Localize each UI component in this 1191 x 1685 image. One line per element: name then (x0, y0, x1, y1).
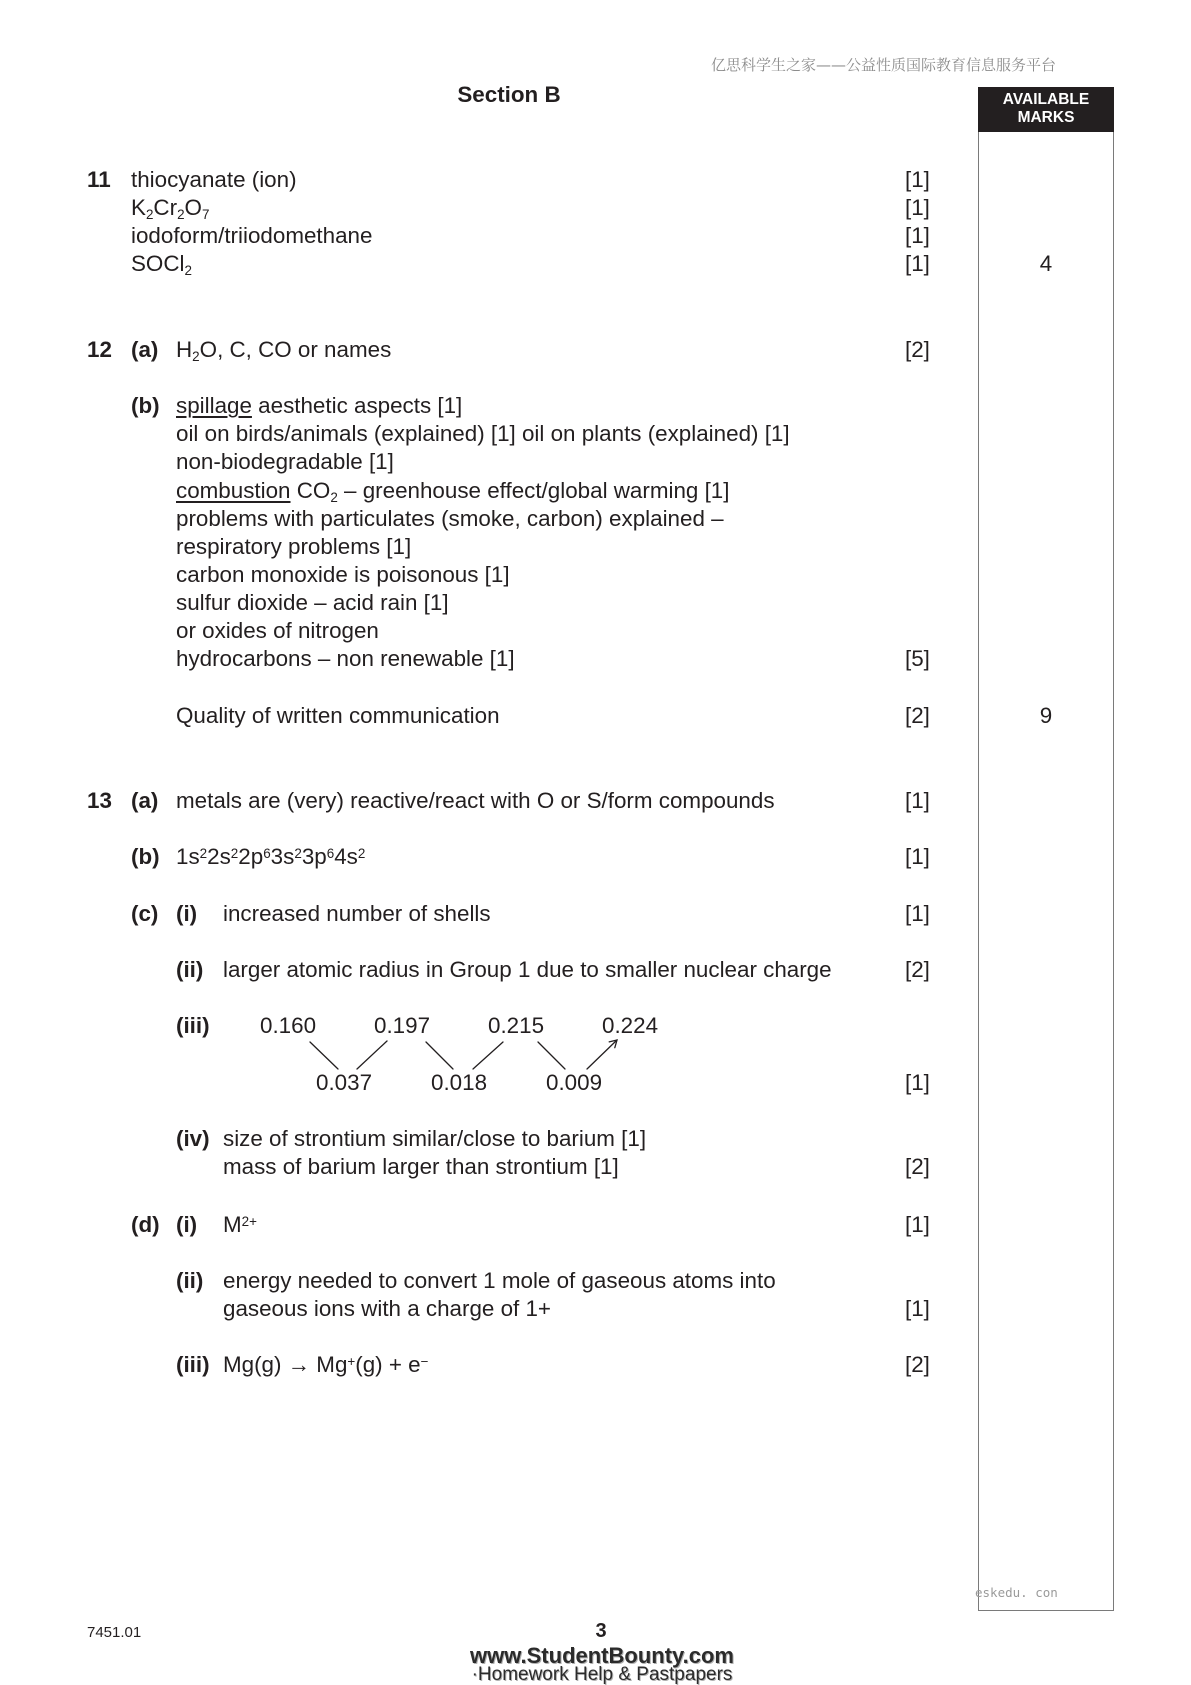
part-label: (b) (131, 393, 160, 418)
orbital: 3s (270, 844, 295, 869)
q11-answer-row (0, 166, 1191, 194)
orbital-electrons: 2 (230, 846, 239, 862)
q12b-row (0, 617, 1191, 645)
answer-text-rest: – greenhouse effect/global warming [1] (337, 478, 730, 503)
orbital: 2p (238, 844, 264, 869)
mark: [1] (905, 1070, 930, 1095)
q12b-row (0, 533, 1191, 561)
orbital: 4s (334, 844, 358, 869)
electron-configuration (176, 843, 365, 871)
section-title: Section B (457, 82, 561, 107)
mark: [2] (905, 1154, 930, 1179)
connector-line (357, 1041, 387, 1069)
q13c-iii-differences-row (0, 1069, 1191, 1097)
available-marks-header-line2: MARKS (1017, 109, 1075, 126)
mark: [2] (905, 1352, 930, 1377)
orbital: 2s (207, 844, 231, 869)
formula-subscript: 2 (145, 207, 154, 223)
connector-line (426, 1042, 453, 1069)
answer-text-rest: aesthetic aspects [1] (251, 393, 463, 418)
q11-answer-row (0, 250, 1191, 278)
formula-subscript: 2 (192, 349, 200, 365)
answer-text: thiocyanate (ion) (131, 167, 297, 192)
equation-part: (g) + e (355, 1352, 421, 1377)
answer-text: non-biodegradable [1] (176, 449, 394, 474)
q13d-i-row (0, 1211, 1191, 1239)
question-number: 12 (87, 337, 112, 362)
subpart-label: (ii) (176, 957, 204, 982)
q12b-row (0, 420, 1191, 448)
answer-text: metals are (very) reactive/react with O or S/form compounds (176, 788, 775, 813)
q12b-row (0, 477, 1191, 505)
mark: [1] (905, 844, 930, 869)
answer-text (176, 477, 730, 505)
part-label: (a) (131, 788, 159, 813)
answer-text: mass of barium larger than strontium [1] (223, 1154, 619, 1179)
q12a-row (0, 336, 1191, 364)
answer-text: hydrocarbons – non renewable [1] (176, 646, 515, 671)
q12b-row (0, 505, 1191, 533)
mark: [1] (905, 167, 930, 192)
q13a-row (0, 787, 1191, 815)
formula-part: O (184, 195, 202, 220)
formula-part: Cr (153, 195, 178, 220)
connector-line (538, 1042, 565, 1069)
mark: [1] (905, 223, 930, 248)
orbital: 1s (176, 844, 200, 869)
formula-subscript: 2 (184, 263, 192, 279)
q11-answer-row (0, 222, 1191, 250)
formula-subscript: 2 (177, 207, 185, 223)
mark: [1] (905, 251, 930, 276)
connector-line (310, 1042, 338, 1069)
q13d-ii-row (0, 1295, 1191, 1323)
answer-text: respiratory problems [1] (176, 534, 412, 559)
subpart-label: (ii) (176, 1268, 204, 1293)
question-number: 11 (87, 167, 111, 192)
subpart-label: (iii) (176, 1352, 210, 1377)
electron-charge: − (420, 1354, 429, 1370)
part-label: (a) (131, 337, 159, 362)
radius-value: 0.215 (488, 1013, 545, 1038)
answer-text (176, 392, 462, 420)
side-watermark: eskedu. con (975, 1585, 1058, 1600)
q13c-ii-row (0, 956, 1191, 984)
q13c-iv-row (0, 1153, 1191, 1181)
answer-text: sulfur dioxide – acid rain [1] (176, 590, 449, 615)
formula-subscript: 2 (330, 490, 338, 506)
orbital-electrons: 2 (199, 846, 208, 862)
difference-value: 0.037 (316, 1070, 373, 1095)
q12b-row (0, 589, 1191, 617)
mark: [1] (905, 195, 930, 220)
mark: [1] (905, 1296, 930, 1321)
q12b-row (0, 561, 1191, 589)
ionisation-equation (223, 1351, 428, 1379)
available-marks-header-line1: AVAILABLE (1002, 91, 1090, 108)
formula-part: H (176, 337, 193, 362)
answer-text: or oxides of nitrogen (176, 618, 379, 643)
orbital-electrons: 6 (326, 846, 335, 862)
q13b-row (0, 843, 1191, 871)
q13d-iii-row (0, 1351, 1191, 1379)
available-marks-header (978, 87, 1114, 132)
part-label: (d) (131, 1212, 160, 1237)
studentbounty-logo (452, 1645, 752, 1684)
mark: [1] (905, 1212, 930, 1237)
question-number: 13 (87, 788, 112, 813)
answer-text: Quality of written communication (176, 703, 500, 728)
formula-subscript: 7 (201, 207, 210, 223)
q12b-row (0, 448, 1191, 476)
q13c-i-row (0, 900, 1191, 928)
logo-tagline: ·Homework Help & Pastpapers (471, 1664, 733, 1685)
answer-text: iodoform/triiodomethane (131, 223, 373, 248)
difference-value: 0.018 (431, 1070, 488, 1095)
ion-formula (223, 1211, 257, 1239)
q12-qwc-row (0, 702, 1191, 730)
q13c-iv-row (0, 1125, 1191, 1153)
radius-value: 0.197 (374, 1013, 431, 1038)
orbital-electrons: 6 (263, 846, 271, 862)
formula-text (131, 194, 209, 222)
available-marks-total: 4 (1039, 251, 1053, 276)
orbital: 3p (301, 844, 327, 869)
underlined-keyword: combustion (176, 478, 291, 503)
radius-value: 0.224 (602, 1013, 659, 1038)
formula-part: M (223, 1212, 242, 1237)
subpart-label: (iv) (176, 1126, 210, 1151)
answer-text: increased number of shells (223, 901, 491, 926)
answer-text: problems with particulates (smoke, carbon) explained – (176, 506, 724, 531)
formula-text (176, 336, 391, 364)
formula-part: CO (290, 478, 331, 503)
mark: [2] (905, 337, 930, 362)
part-label: (b) (131, 844, 160, 869)
subpart-label: (iii) (176, 1013, 210, 1038)
mark: [5] (905, 646, 930, 671)
equation-part: Mg(g) → Mg (223, 1352, 348, 1377)
connector-line (473, 1042, 503, 1069)
orbital-electrons: 2 (294, 846, 302, 862)
available-marks-total: 9 (1039, 703, 1053, 728)
answer-text: larger atomic radius in Group 1 due to smaller nuclear charge (223, 957, 832, 982)
subpart-label: (i) (176, 901, 198, 926)
q12b-row (0, 392, 1191, 420)
answer-text: oil on birds/animals (explained) [1] oil on plants (explained) [1] (176, 421, 790, 446)
answer-text: energy needed to convert 1 mole of gaseous atoms into (223, 1268, 776, 1293)
formula-text (131, 250, 192, 278)
answer-text: size of strontium similar/close to barium [1] (223, 1126, 647, 1151)
ion-charge: + (347, 1354, 356, 1370)
paper-code: 7451.01 (87, 1624, 142, 1641)
mark: [1] (905, 901, 930, 926)
logo-url: www.StudentBounty.com (470, 1643, 734, 1668)
answer-text: carbon monoxide is poisonous [1] (176, 562, 510, 587)
q11-answer-row (0, 194, 1191, 222)
mark: [2] (905, 703, 930, 728)
mark: [1] (905, 788, 930, 813)
answer-text: gaseous ions with a charge of 1+ (223, 1296, 551, 1321)
difference-value: 0.009 (546, 1070, 603, 1095)
orbital-electrons: 2 (357, 846, 366, 862)
ion-charge: 2+ (241, 1214, 257, 1230)
q13d-ii-row (0, 1267, 1191, 1295)
connector-arrow-line (587, 1040, 617, 1069)
page-number: 3 (595, 1620, 607, 1642)
watermark-banner: 亿思科学生之家——公益性质国际教育信息服务平台 (710, 56, 1056, 74)
subpart-label: (i) (176, 1212, 198, 1237)
radius-value: 0.160 (260, 1013, 317, 1038)
mark: [2] (905, 957, 930, 982)
part-label: (c) (131, 901, 159, 926)
underlined-keyword: spillage (176, 393, 252, 418)
formula-part: SOCl (131, 251, 185, 276)
formula-part: O, C, CO or names (199, 337, 392, 362)
formula-part: K (131, 195, 146, 220)
q12b-row (0, 645, 1191, 673)
